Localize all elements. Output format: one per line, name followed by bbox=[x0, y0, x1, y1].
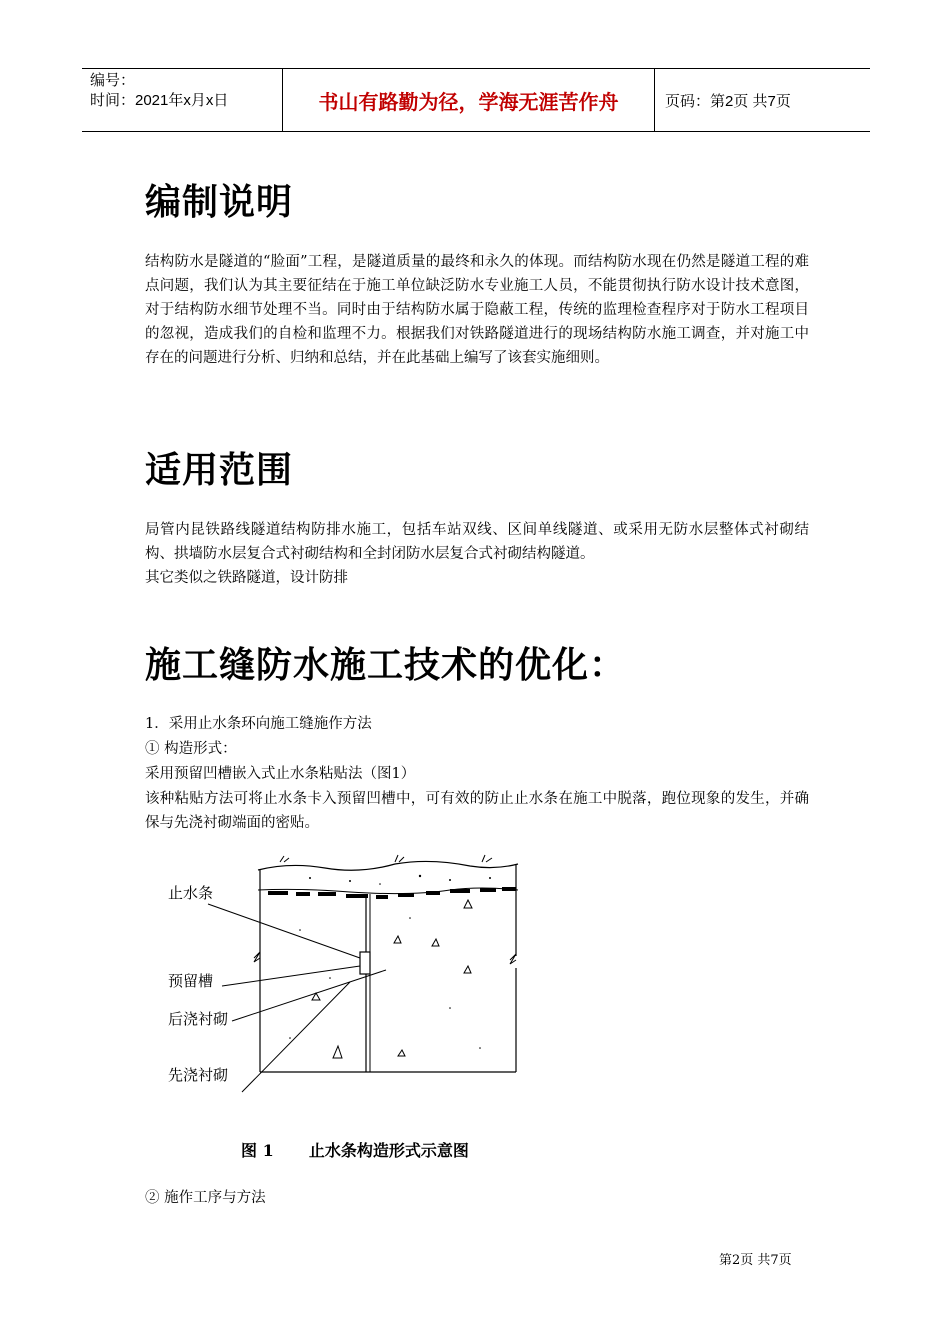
label-first-lining: 先浇衬砌 bbox=[168, 1067, 229, 1084]
header-page-label: 页码：第2页 共7页 bbox=[665, 92, 791, 110]
list-item-1: 1．采用止水条环向施工缝施作方法 bbox=[145, 716, 372, 732]
method-body: 该种粘贴方法可将止水条卡入预留凹槽中，可有效的防止止水条在施工中脱落，跑位现象的发生，并确保与先浇衬砌端面的密贴。 bbox=[145, 791, 809, 831]
waterstop-diagram-svg bbox=[150, 848, 530, 1098]
header-left-cell bbox=[82, 69, 282, 131]
figure-waterstop-diagram bbox=[150, 848, 530, 1103]
figure-caption-text: 止水条构造形式示意图 bbox=[308, 1141, 469, 1160]
method-line: 采用预留凹槽嵌入式止水条粘贴法（图1） bbox=[145, 766, 416, 782]
section-title-scope: 适用范围 bbox=[145, 450, 294, 491]
page-header bbox=[82, 68, 870, 132]
label-later-lining: 后浇衬砌 bbox=[168, 1011, 229, 1028]
section-body-description: 结构防水是隧道的“脸面”工程，是隧道质量的最终和永久的体现。而结构防水现在仍然是隧道工程的难点问题，我们认为其主要征结在于施工单位缺泛防水专业施工人员，不能贯彻执行防水设计技术意图，对于结构防水细节处理不当。同时由于结构防水属于隐蔽工程，传统的监理检查程序对于防水工程项目的忽视，造成我们的自检和监理不力。根据我们对铁路隧道进行的现场结构防水施工调查，并对施工中存在的问题进行分析、归纳和总结，并在此基础上编写了该套实施细则。 bbox=[145, 254, 809, 366]
header-motto: 书山有路勤为径，学海无涯苦作舟 bbox=[282, 69, 655, 131]
sub-item-procedure: ② 施作工序与方法 bbox=[145, 1190, 266, 1206]
label-groove: 预留槽 bbox=[168, 973, 214, 990]
sub-item-structure: ① 构造形式： bbox=[145, 741, 237, 757]
serial-label: 编号： bbox=[90, 72, 136, 89]
section-scope-line2: 其它类似之铁路隧道，设计防排 bbox=[145, 570, 348, 586]
date-line: 时间：2021年x月x日 bbox=[90, 92, 229, 109]
figure-caption bbox=[241, 1138, 469, 1161]
label-waterstop: 止水条 bbox=[168, 885, 214, 902]
page-footer: 第2页 共7页 bbox=[719, 1253, 792, 1268]
section-title-optimization: 施工缝防水施工技术的优化： bbox=[145, 645, 627, 686]
section-body-scope: 局管内昆铁路线隧道结构防排水施工，包括车站双线、区间单线隧道、或采用无防水层整体式衬砌结构、拱墙防水层复合式衬砌结构和全封闭防水层复合式衬砌结构隧道。 bbox=[145, 522, 809, 562]
figure-caption-number: 图 1 bbox=[241, 1141, 274, 1160]
section-title-description: 编制说明 bbox=[145, 182, 294, 223]
